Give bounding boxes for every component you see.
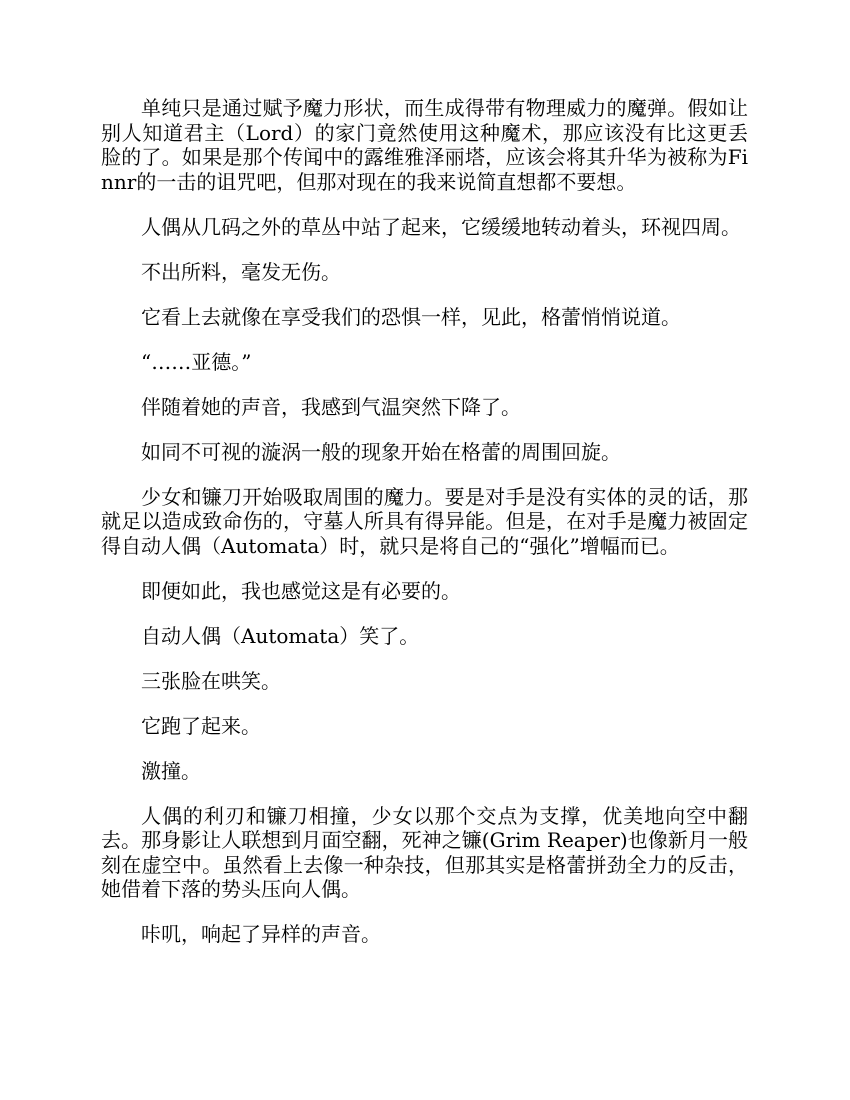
paragraph: 伴随着她的声音，我感到气温突然下降了。	[141, 394, 521, 419]
paragraph: 自动人偶（Automata）笑了。	[141, 623, 420, 648]
paragraph: 人偶的利刃和镰刀相撞，少女以那个交点为支撑，优美地向空中翻去。那身影让人联想到月面空翻，死神之镰(Grim Reaper)也像新月一般刻在虚空中。虽然看上去像一种杂技，但那其实是格蕾拼劲全力的反击，她借着下落的势头压向人偶。	[101, 803, 748, 901]
paragraph: 三张脸在哄笑。	[141, 668, 281, 693]
paragraph: 如同不可视的漩涡一般的现象开始在格蕾的周围回旋。	[141, 439, 621, 464]
paragraph: 单纯只是通过赋予魔力形状，而生成得带有物理威力的魔弹。假如让别人知道君主（Lord）的家门竟然使用这种魔术，那应该没有比这更丢脸的了。如果是那个传闻中的露维雅泽丽塔，应该会将其升华为被称为Finnr的一击的诅咒吧，但那对现在的我来说简直想都不要想。	[101, 96, 748, 194]
paragraph: 激撞。	[141, 758, 201, 783]
paragraph: 少女和镰刀开始吸取周围的魔力。要是对手是没有实体的灵的话，那就足以造成致命伤的，守墓人所具有得异能。但是，在对手是魔力被固定得自动人偶（Automata）时，就只是将自己的“强化”增幅而已。	[101, 484, 748, 558]
paragraph: “……亚德。”	[141, 349, 252, 374]
text-body	[101, 96, 748, 967]
paragraph: 人偶从几码之外的草丛中站了起来，它缓缓地转动着头，环视四周。	[141, 214, 741, 239]
paragraph: 咔叽，响起了异样的声音。	[141, 922, 381, 946]
paragraph: 不出所料，毫发无伤。	[141, 259, 341, 284]
paragraph: 它看上去就像在享受我们的恐惧一样，见此，格蕾悄悄说道。	[141, 304, 681, 329]
paragraph: 即便如此，我也感觉这是有必要的。	[141, 578, 461, 603]
paragraph: 它跑了起来。	[141, 713, 261, 738]
